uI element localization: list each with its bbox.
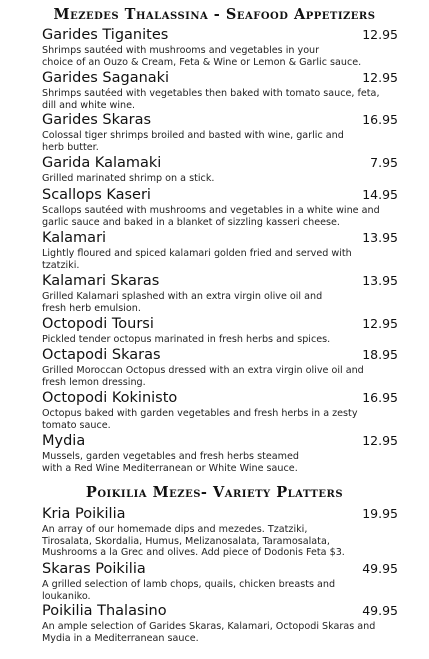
item-name: Kalamari Skaras xyxy=(42,273,160,289)
item-name: Garides Saganaki xyxy=(42,70,170,86)
item-name: Octopodi Toursi xyxy=(42,316,154,332)
item-price: 12.95 xyxy=(362,316,398,331)
item-price: 19.95 xyxy=(362,506,398,521)
item-price: 13.95 xyxy=(362,273,398,288)
item-description: Mussels, garden vegetables and fresh herbs steamed with a Red Wine Mediterranean or White Wine sauce. xyxy=(42,451,299,474)
menu-item-octopodi-kokinisto xyxy=(42,389,398,431)
menu-item-kalamari-skaras xyxy=(42,272,398,314)
item-name: Skaras Poikilia xyxy=(42,561,146,577)
item-name: Octopodi Kokinisto xyxy=(42,390,178,406)
item-price: 7.95 xyxy=(370,155,398,170)
item-name: Octapodi Skaras xyxy=(42,347,161,363)
item-description: Colossal tiger shrimps broiled and basted with wine, garlic and herb butter. xyxy=(42,130,344,153)
item-price: 14.95 xyxy=(362,187,398,202)
menu-item-kalamari xyxy=(42,229,398,271)
item-price: 13.95 xyxy=(362,230,398,245)
item-description: Shrimps sautéed with vegetables then baked with tomato sauce, feta, dill and white wine. xyxy=(42,88,380,111)
item-price: 16.95 xyxy=(362,112,398,127)
menu-item-garida-kalamaki xyxy=(42,154,398,185)
item-price: 49.95 xyxy=(362,603,398,618)
section-title-seafood-appetizers: Mezedes Thalassina - Seafood Appetizers xyxy=(53,6,376,23)
menu-item-octapodi-skaras xyxy=(42,346,398,388)
item-description: Lightly floured and spiced kalamari golden fried and served with tzatziki. xyxy=(42,248,352,271)
item-name: Garides Tiganites xyxy=(42,27,169,43)
item-name: Poikilia Thalasino xyxy=(42,603,167,619)
menu-item-scallops-kaseri xyxy=(42,186,398,228)
item-name: Kria Poikilia xyxy=(42,506,126,522)
menu-item-garides-tiganites xyxy=(42,26,398,68)
menu-item-garides-saganaki xyxy=(42,69,398,111)
item-price: 49.95 xyxy=(362,561,398,576)
item-description: Shrimps sautéed with mushrooms and vegetables in your choice of an Ouzo & Cream, Feta & Wine or Lemon & Garlic sauce. xyxy=(42,45,362,68)
item-description: Pickled tender octopus marinated in fresh herbs and spices. xyxy=(42,334,331,345)
item-description: Grilled Moroccan Octopus dressed with an extra virgin olive oil and fresh lemon dressing. xyxy=(42,365,364,388)
item-name: Mydia xyxy=(42,433,86,449)
menu-item-octopodi-toursi xyxy=(42,315,398,346)
menu-item-kria-poikilia xyxy=(42,505,398,559)
menu-item-skaras-poikilia xyxy=(42,560,398,602)
menu-item-garides-skaras xyxy=(42,111,398,153)
item-description: A grilled selection of lamb chops, quails, chicken breasts and loukaniko. xyxy=(42,579,336,602)
item-price: 16.95 xyxy=(362,390,398,405)
item-description: Octopus baked with garden vegetables and fresh herbs in a zesty tomato sauce. xyxy=(42,408,358,431)
item-name: Garides Skaras xyxy=(42,112,152,128)
item-description: Grilled marinated shrimp on a stick. xyxy=(42,173,215,184)
item-price: 12.95 xyxy=(362,433,398,448)
menu-item-poikilia-thalasino xyxy=(42,602,398,644)
item-name: Scallops Kaseri xyxy=(42,187,151,203)
menu-item-mydia xyxy=(42,432,398,474)
item-price: 12.95 xyxy=(362,70,398,85)
item-description: Grilled Kalamari splashed with an extra virgin olive oil and fresh herb emulsion. xyxy=(42,291,323,314)
item-description: Scallops sautéed with mushrooms and vegetables in a white wine and garlic sauce and baked in a blanket of sizzling kasseri cheese. xyxy=(42,205,380,228)
item-name: Garida Kalamaki xyxy=(42,155,162,171)
item-price: 18.95 xyxy=(362,347,398,362)
section-title-variety-platters: Poikilia Mezes- Variety Platters xyxy=(85,484,344,501)
item-description: An ample selection of Garides Skaras, Kalamari, Octopodi Skaras and Mydia in a Mediterranean sauce. xyxy=(42,621,376,644)
item-description: An array of our homemade dips and mezedes. Tzatziki, Tirosalata, Skordalia, Humus, Melizanosalata, Taramosalata, Mushrooms a la Grec and olives. Add piece of Dodonis Feta $3. xyxy=(42,524,345,558)
item-name: Kalamari xyxy=(42,230,107,246)
item-price: 12.95 xyxy=(362,27,398,42)
